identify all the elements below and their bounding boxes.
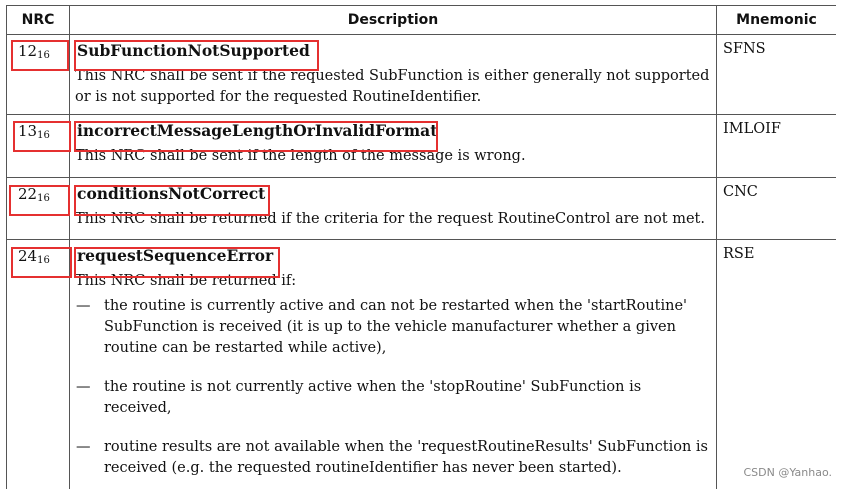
mnemonic: RSE: [723, 246, 755, 262]
description-cell: [70, 240, 717, 489]
header-mnemonic: Mnemonic: [717, 6, 837, 35]
nrc-description: This NRC shall be returned if the criteria for the request RoutineControl are not met.: [75, 211, 705, 227]
nrc-table: [6, 5, 836, 489]
description-cell: [70, 178, 717, 240]
nrc-cell: [7, 115, 70, 178]
nrc-name: conditionsNotCorrect: [77, 184, 266, 203]
nrc-code: $22_{16}$: [18, 185, 50, 204]
list-item: [70, 296, 716, 359]
mnemonic: SFNS: [723, 41, 766, 57]
header-nrc: NRC: [7, 6, 70, 35]
nrc-code: $12_{16}$: [18, 42, 50, 61]
mnemonic-cell: [717, 178, 837, 240]
mnemonic-cell: [717, 35, 837, 115]
nrc-description: This NRC shall be sent if the length of the message is wrong.: [75, 148, 526, 164]
header-description: Description: [70, 6, 717, 35]
nrc-code: $13_{16}$: [18, 122, 50, 141]
mnemonic: IMLOIF: [723, 121, 781, 137]
description-cell: [70, 115, 717, 178]
nrc-cell: [7, 178, 70, 240]
list-item: [70, 377, 716, 419]
nrc-description: This NRC shall be returned if:: [75, 273, 297, 289]
nrc-cell: [7, 240, 70, 489]
table-row: [7, 115, 837, 178]
nrc-table-container: [6, 5, 836, 489]
nrc-name: requestSequenceError: [77, 246, 274, 265]
dash-bullet: —: [76, 298, 91, 314]
table-row: [7, 240, 837, 489]
mnemonic: CNC: [723, 184, 758, 200]
list-item-text: the routine is not currently active when the 'stopRoutine' SubFunction is received,: [104, 379, 642, 416]
bullet-list: [70, 296, 716, 479]
mnemonic-cell: [717, 115, 837, 178]
nrc-description: This NRC shall be sent if the requested SubFunction is either generally not supported or is not supported for the requested RoutineIdentifier.: [75, 68, 710, 105]
dash-bullet: —: [76, 439, 91, 455]
table-header-row: [7, 6, 837, 35]
table-row: [7, 178, 837, 240]
nrc-name: incorrectMessageLengthOrInvalidFormat: [77, 121, 438, 140]
description-cell: [70, 35, 717, 115]
nrc-code: $24_{16}$: [18, 247, 50, 266]
dash-bullet: —: [76, 379, 91, 395]
list-item-text: the routine is currently active and can not be restarted when the 'startRoutine' SubFunction is received (it is up to the vehicle manufacturer whether a given routine can be restarted while active),: [104, 298, 688, 356]
nrc-name: SubFunctionNotSupported: [77, 41, 310, 60]
nrc-cell: [7, 35, 70, 115]
table-row: [7, 35, 837, 115]
list-item-text: routine results are not available when the 'requestRoutineResults' SubFunction is received (e.g. the requested routineIdentifier has never been started).: [104, 439, 708, 476]
mnemonic-cell: [717, 240, 837, 489]
watermark: CSDN @Yanhao.: [743, 466, 832, 479]
list-item: [70, 437, 716, 479]
